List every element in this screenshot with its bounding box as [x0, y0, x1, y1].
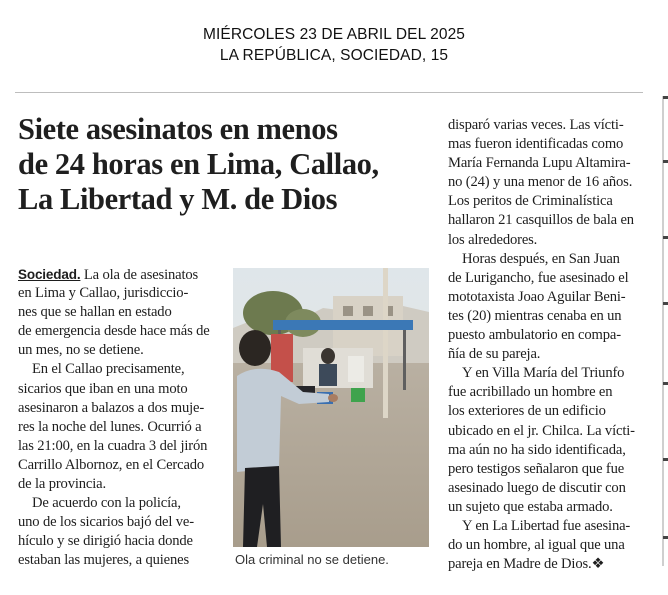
body-line: Y en La Libertad fue asesina- — [462, 517, 631, 534]
body-line: mototaxista Joao Aguilar Beni- — [448, 288, 626, 305]
body-line: de Lurigancho, fue asesinado el — [448, 269, 629, 286]
body-line: uno de los sicarios bajó del ve- — [18, 514, 194, 531]
body-line: En el Callao precisamente, — [32, 361, 185, 378]
body-line: estaban las mujeres, a quienes — [18, 552, 189, 569]
section-tag: Sociedad. — [18, 267, 81, 282]
body-line: Carrillo Albornoz, en el Cercado — [18, 456, 205, 473]
body-line: tes (20) mientras cenaba en un — [448, 307, 622, 324]
body-line: nes que se hallan en estado — [18, 304, 172, 321]
body-line: las 21:00, en la cuadra 3 del jirón — [18, 437, 208, 454]
edge-tick — [663, 96, 668, 99]
body-line: fue acribillado un hombre en — [448, 384, 613, 401]
body-line: en Lima y Callao, jurisdiccio- — [18, 285, 189, 302]
body-line: hallaron 21 casquillos de bala en — [448, 212, 634, 229]
body-line: do un hombre, al igual que una — [448, 537, 625, 554]
headline-line: La Libertad y M. de Dios — [18, 182, 338, 216]
body-line: De acuerdo con la policía, — [32, 495, 181, 512]
edge-bar — [662, 96, 664, 566]
body-line: de la provincia. — [18, 476, 106, 493]
body-line: disparó varias veces. Las vícti- — [448, 117, 624, 133]
article-column-right — [448, 116, 648, 574]
body-line: sicarios que iban en una moto — [18, 380, 188, 397]
body-line: un sujeto que estaba armado. — [448, 498, 613, 515]
body-line: los exteriores de un edificio — [448, 403, 606, 420]
edge-tick — [663, 236, 668, 239]
edge-tick — [663, 458, 668, 461]
news-photo — [233, 268, 429, 547]
header-divider — [15, 92, 643, 93]
body-line: de emergencia desde hace más de — [18, 323, 210, 340]
body-line: los alrededores. — [448, 231, 538, 248]
street-scene-photo — [233, 268, 429, 547]
body-line: Y en Villa María del Triunfo — [462, 365, 625, 382]
body-line: pareja en Madre de Dios.❖ — [448, 556, 605, 573]
headline-line: Siete asesinatos en menos — [18, 112, 338, 146]
body-line: no (24) y una menor de 16 años. — [448, 174, 633, 191]
article-headline — [18, 112, 438, 217]
body-line: ubicado en el jr. Chilca. La vícti- — [448, 422, 635, 439]
headline-line: de 24 horas en Lima, Callao, — [18, 147, 379, 181]
body-line: puesto ambulatorio en compa- — [448, 327, 621, 344]
article-column-left — [18, 265, 214, 571]
body-line: Horas después, en San Juan — [462, 250, 620, 267]
edge-tick — [663, 382, 668, 385]
masthead — [0, 24, 668, 66]
body-line: pero testigos señalaron que fue — [448, 460, 625, 477]
body-line: Los peritos de Criminalística — [448, 193, 613, 210]
body-line: asesinado luego de discutir con — [448, 479, 626, 496]
body-line: La ola de asesinatos — [80, 267, 199, 283]
adjacent-column-edge — [653, 96, 668, 566]
edge-tick — [663, 302, 668, 305]
body-line: res la noche del lunes. Ocurrió a — [18, 418, 202, 435]
body-line: María Fernanda Lupu Altamira- — [448, 155, 631, 172]
body-line: asesinaron a balazos a dos muje- — [18, 399, 205, 416]
body-line: ma aún no ha sido identificada, — [448, 441, 626, 458]
edge-tick — [663, 160, 668, 163]
body-line: hículo y se dirigió hacia donde — [18, 533, 193, 550]
body-line: mas fueron identificadas como — [448, 136, 624, 153]
body-line: ñía de su pareja. — [448, 346, 541, 363]
edge-tick — [663, 536, 668, 539]
body-line: un mes, no se detiene. — [18, 342, 144, 359]
photo-caption: Ola criminal no se detiene. — [235, 552, 389, 567]
masthead-date: MIÉRCOLES 23 DE ABRIL DEL 2025 — [202, 26, 466, 43]
masthead-source: LA REPÚBLICA, SOCIEDAD, 15 — [219, 47, 449, 64]
